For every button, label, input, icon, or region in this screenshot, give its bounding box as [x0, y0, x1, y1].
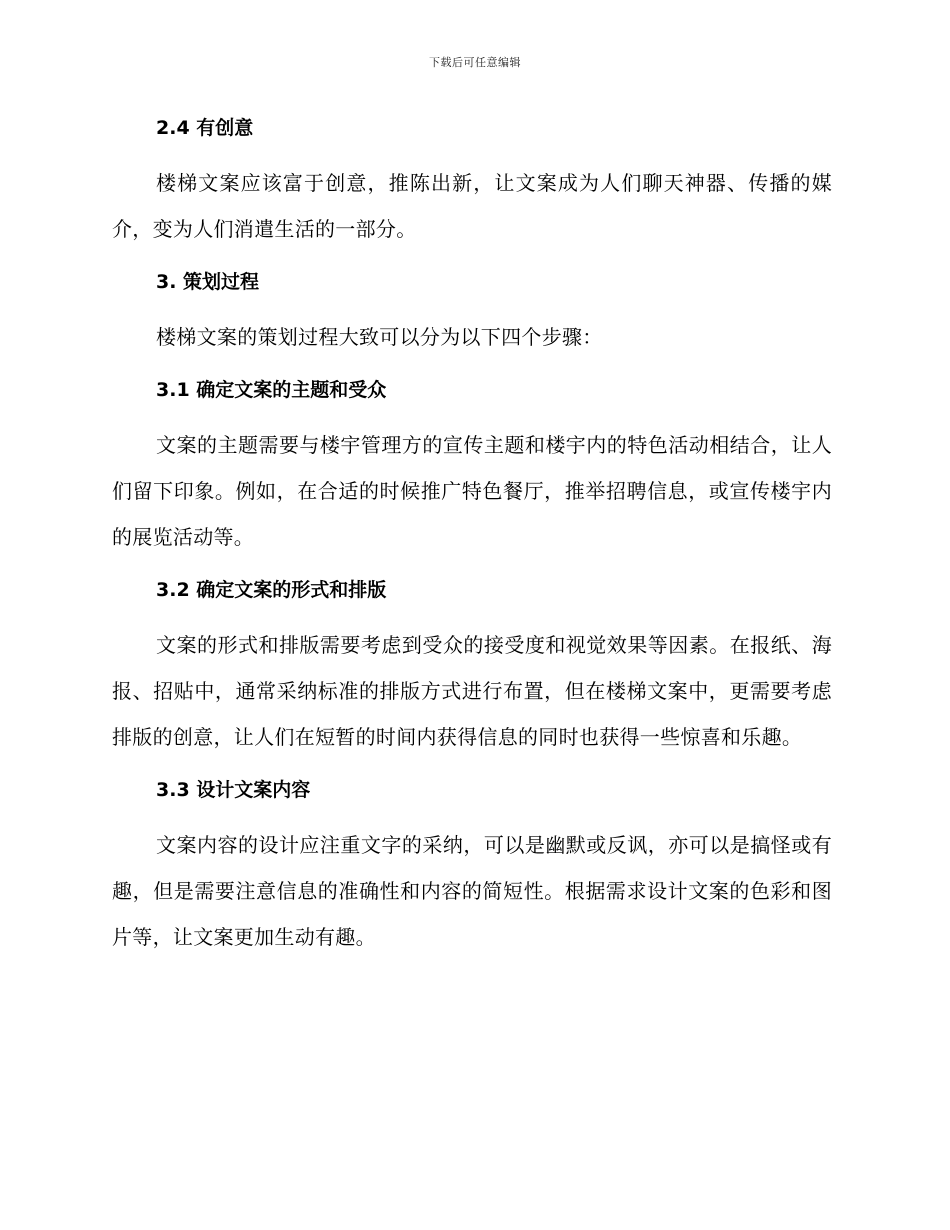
section-heading-3: 3. 策划过程 [156, 271, 260, 293]
section-heading-3-1: 3.1 确定文案的主题和受众 [156, 379, 387, 401]
section-heading-2-4: 2.4 有创意 [156, 117, 254, 139]
document-body [112, 110, 832, 960]
section-paragraph-3-3: 文案内容的设计应注重文字的采纳，可以是幽默或反讽，亦可以是搞怪或有趣，但是需要注意信息的准确性和内容的简短性。根据需求设计文案的色彩和图片等，让文案更加生动有趣。 [112, 833, 832, 949]
section-paragraph-3: 楼梯文案的策划过程大致可以分为以下四个步骤： [156, 325, 603, 349]
section-paragraph-3-2: 文案的形式和排版需要考虑到受众的接受度和视觉效果等因素。在报纸、海报、招贴中，通常采纳标准的排版方式进行布置，但在楼梯文案中，更需要考虑排版的创意，让人们在短暂的时间内获得信息的同时也获得一些惊喜和乐趣。 [112, 633, 832, 749]
section-paragraph-3-1: 文案的主题需要与楼宇管理方的宣传主题和楼宇内的特色活动相结合，让人们留下印象。例如，在合适的时候推广特色餐厅，推举招聘信息，或宣传楼宇内的展览活动等。 [112, 433, 832, 549]
section-paragraph-2-4: 楼梯文案应该富于创意，推陈出新，让文案成为人们聊天神器、传播的媒介，变为人们消遣生活的一部分。 [112, 171, 832, 241]
section-heading-3-2: 3.2 确定文案的形式和排版 [156, 579, 387, 601]
section-heading-3-3: 3.3 设计文案内容 [156, 779, 311, 801]
header-note: 下载后可任意编辑 [429, 56, 521, 69]
